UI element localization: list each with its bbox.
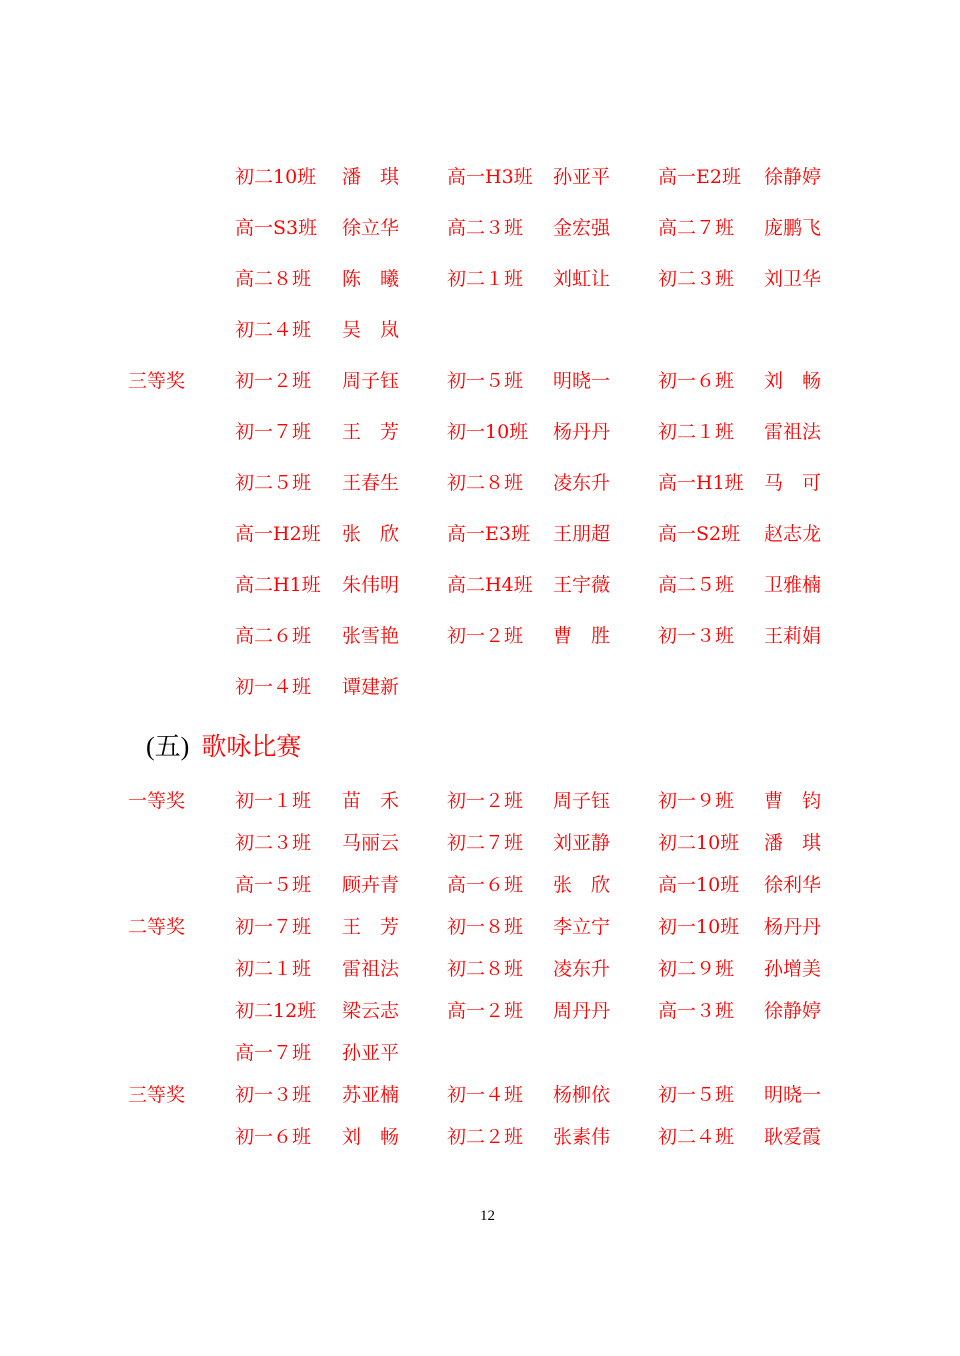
- person-name: 周子钰: [342, 370, 400, 392]
- class-name: 初一３班: [235, 1084, 312, 1106]
- person-name: 苏亚楠: [342, 1084, 400, 1106]
- class-name: 初一５班: [447, 370, 524, 392]
- class-name: 初二５班: [235, 472, 312, 494]
- class-name: 高二７班: [658, 217, 735, 239]
- person-name: 潘 琪: [764, 832, 822, 854]
- class-name: 初二１班: [447, 268, 524, 290]
- person-name: 周丹丹: [553, 1000, 611, 1022]
- person-name: 凌东升: [553, 472, 611, 494]
- person-name: 刘 畅: [764, 370, 822, 392]
- award-level: 二等奖: [128, 916, 186, 938]
- award-row: [0, 1038, 960, 1080]
- person-name: 凌东升: [553, 958, 611, 980]
- award-row: [0, 996, 960, 1038]
- class-name: 高一７班: [235, 1042, 312, 1064]
- award-row: [0, 1080, 960, 1122]
- class-name: 高二６班: [235, 625, 312, 647]
- award-row: [0, 468, 960, 519]
- person-name: 谭建新: [342, 676, 400, 698]
- award-row: [0, 954, 960, 996]
- person-name: 张 欣: [342, 523, 400, 545]
- person-name: 王 芳: [342, 421, 400, 443]
- person-name: 李立宁: [553, 916, 611, 938]
- award-level: 三等奖: [128, 1084, 186, 1106]
- class-name: 高一５班: [235, 874, 312, 896]
- person-name: 耿爱霞: [764, 1126, 822, 1148]
- class-name: 高一10班: [658, 874, 740, 896]
- class-name: 高一２班: [447, 1000, 524, 1022]
- class-name: 高二H4班: [447, 574, 533, 596]
- class-name: 高一６班: [447, 874, 524, 896]
- award-row: [0, 828, 960, 870]
- person-name: 孙增美: [764, 958, 822, 980]
- person-name: 潘 琪: [342, 166, 400, 188]
- class-name: 初二８班: [447, 472, 524, 494]
- award-level: 一等奖: [128, 790, 186, 812]
- person-name: 雷祖法: [342, 958, 400, 980]
- person-name: 徐静婷: [764, 166, 822, 188]
- person-name: 张素伟: [553, 1126, 611, 1148]
- award-list-continued: [0, 162, 960, 723]
- person-name: 刘卫华: [764, 268, 822, 290]
- class-name: 初二12班: [235, 1000, 317, 1022]
- class-name: 初二10班: [658, 832, 740, 854]
- class-name: 初一10班: [658, 916, 740, 938]
- page-number: 12: [480, 1208, 495, 1224]
- award-row: [0, 912, 960, 954]
- person-name: 刘亚静: [553, 832, 611, 854]
- class-name: 初二７班: [447, 832, 524, 854]
- class-name: 初一３班: [658, 625, 735, 647]
- class-name: 初二１班: [235, 958, 312, 980]
- award-row: [0, 213, 960, 264]
- class-name: 初二１班: [658, 421, 735, 443]
- class-name: 初一６班: [235, 1126, 312, 1148]
- person-name: 王朋超: [553, 523, 611, 545]
- person-name: 徐立华: [342, 217, 400, 239]
- person-name: 明晓一: [553, 370, 611, 392]
- person-name: 王宇薇: [553, 574, 611, 596]
- class-name: 初二３班: [235, 832, 312, 854]
- section-heading: [146, 726, 301, 763]
- person-name: 吴 岚: [342, 319, 400, 341]
- person-name: 张 欣: [553, 874, 611, 896]
- class-name: 初二３班: [658, 268, 735, 290]
- class-name: 高一H3班: [447, 166, 533, 188]
- class-name: 初二４班: [235, 319, 312, 341]
- class-name: 高一S2班: [658, 523, 741, 545]
- person-name: 杨丹丹: [553, 421, 611, 443]
- person-name: 刘 畅: [342, 1126, 400, 1148]
- class-name: 初二９班: [658, 958, 735, 980]
- class-name: 初一６班: [658, 370, 735, 392]
- class-name: 初二４班: [658, 1126, 735, 1148]
- person-name: 赵志龙: [764, 523, 822, 545]
- class-name: 高二３班: [447, 217, 524, 239]
- award-row: [0, 519, 960, 570]
- person-name: 卫雅楠: [764, 574, 822, 596]
- class-name: 初一７班: [235, 421, 312, 443]
- award-row: [0, 366, 960, 417]
- person-name: 明晓一: [764, 1084, 822, 1106]
- person-name: 梁云志: [342, 1000, 400, 1022]
- person-name: 王莉娟: [764, 625, 822, 647]
- person-name: 马丽云: [342, 832, 400, 854]
- class-name: 初一５班: [658, 1084, 735, 1106]
- class-name: 初一７班: [235, 916, 312, 938]
- class-name: 高二８班: [235, 268, 312, 290]
- person-name: 张雪艳: [342, 625, 400, 647]
- class-name: 初一９班: [658, 790, 735, 812]
- class-name: 初一10班: [447, 421, 529, 443]
- class-name: 初一２班: [447, 790, 524, 812]
- award-row: [0, 786, 960, 828]
- class-name: 高二５班: [658, 574, 735, 596]
- award-row: [0, 621, 960, 672]
- award-row: [0, 264, 960, 315]
- person-name: 徐静婷: [764, 1000, 822, 1022]
- class-name: 高一E2班: [658, 166, 741, 188]
- class-name: 高一E3班: [447, 523, 530, 545]
- section-title: 歌咏比赛: [201, 732, 302, 761]
- person-name: 马 可: [764, 472, 822, 494]
- person-name: 曹 钧: [764, 790, 822, 812]
- person-name: 朱伟明: [342, 574, 400, 596]
- award-row: [0, 162, 960, 213]
- award-row: [0, 672, 960, 723]
- class-name: 高一H1班: [658, 472, 744, 494]
- award-row: [0, 315, 960, 366]
- person-name: 雷祖法: [764, 421, 822, 443]
- class-name: 高一H2班: [235, 523, 321, 545]
- person-name: 庞鹏飞: [764, 217, 822, 239]
- class-name: 初二10班: [235, 166, 317, 188]
- class-name: 初一１班: [235, 790, 312, 812]
- award-row: [0, 1122, 960, 1164]
- class-name: 初一８班: [447, 916, 524, 938]
- person-name: 周子钰: [553, 790, 611, 812]
- person-name: 王 芳: [342, 916, 400, 938]
- class-name: 高二H1班: [235, 574, 321, 596]
- class-name: 初二８班: [447, 958, 524, 980]
- person-name: 王春生: [342, 472, 400, 494]
- award-level: 三等奖: [128, 370, 186, 392]
- person-name: 杨柳依: [553, 1084, 611, 1106]
- class-name: 初一２班: [447, 625, 524, 647]
- person-name: 曹 胜: [553, 625, 611, 647]
- person-name: 陈 曦: [342, 268, 400, 290]
- class-name: 初二２班: [447, 1126, 524, 1148]
- person-name: 刘虹让: [553, 268, 611, 290]
- person-name: 杨丹丹: [764, 916, 822, 938]
- person-name: 苗 禾: [342, 790, 400, 812]
- person-name: 徐利华: [764, 874, 822, 896]
- class-name: 高一S3班: [235, 217, 318, 239]
- person-name: 顾卉青: [342, 874, 400, 896]
- award-row: [0, 570, 960, 621]
- class-name: 初一４班: [447, 1084, 524, 1106]
- person-name: 孙亚平: [553, 166, 611, 188]
- class-name: 初一２班: [235, 370, 312, 392]
- person-name: 金宏强: [553, 217, 611, 239]
- award-row: [0, 870, 960, 912]
- class-name: 初一４班: [235, 676, 312, 698]
- singing-contest-award-list: [0, 786, 960, 1164]
- section-number: (五): [146, 732, 190, 761]
- person-name: 孙亚平: [342, 1042, 400, 1064]
- award-row: [0, 417, 960, 468]
- class-name: 高一３班: [658, 1000, 735, 1022]
